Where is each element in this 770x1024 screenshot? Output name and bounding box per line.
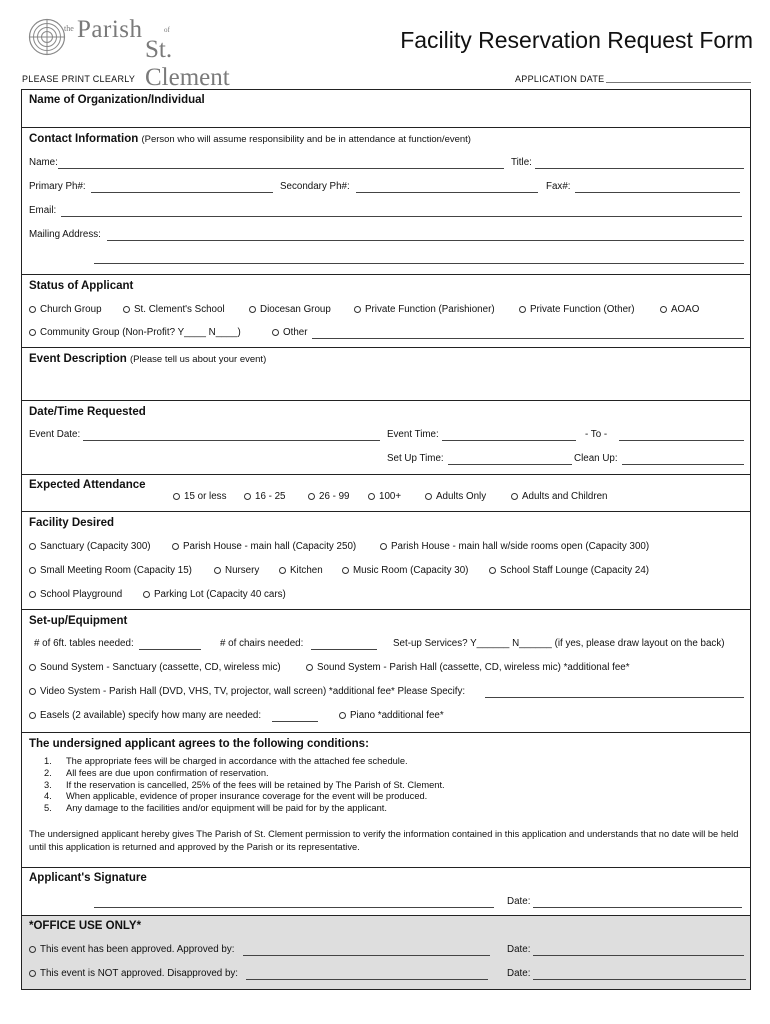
not-approved-date-label: Date: (507, 968, 531, 979)
tables-chairs-row (29, 638, 744, 654)
event-description-note: (Please tell us about your event) (129, 354, 267, 365)
setup-section (22, 609, 750, 732)
chairs-field[interactable] (311, 649, 377, 650)
radio-icon (29, 688, 36, 695)
to-label: - To - (585, 429, 608, 440)
title-label: Title: (511, 157, 532, 168)
signature-field[interactable] (94, 907, 494, 908)
attendance-section (22, 474, 750, 511)
option-approved[interactable]: This event has been approved. Approved by: (29, 944, 234, 955)
option-small-meeting-room[interactable]: Small Meeting Room (Capacity 15) (29, 565, 192, 576)
option-easels[interactable]: Easels (2 available) specify how many are needed: (29, 710, 261, 721)
radio-icon (29, 591, 36, 598)
fax-label: Fax#: (546, 181, 571, 192)
radio-icon (249, 306, 256, 313)
organization-title: Name of Organization/Individual (29, 94, 205, 106)
clean-up-field[interactable] (622, 464, 744, 465)
contact-note: (Person who will assume responsibility and be in attendance at function/event) (141, 134, 471, 145)
radio-icon (143, 591, 150, 598)
datetime-section (22, 400, 750, 474)
radio-icon (244, 493, 251, 500)
event-time-start-field[interactable] (442, 440, 576, 441)
option-adults-and-children[interactable]: Adults and Children (511, 491, 608, 502)
mailing-address-field[interactable] (107, 240, 744, 241)
organization-section (22, 90, 750, 127)
not-approved-row (29, 968, 744, 984)
logo-text-parish: Parish (77, 16, 143, 43)
mailing-row-2 (29, 252, 744, 268)
signature-row (29, 896, 744, 912)
primary-phone-label: Primary Ph#: (29, 181, 86, 192)
condition-item: 1. The appropriate fees will be charged in accordance with the attached fee schedule. (44, 756, 408, 766)
status-section (22, 274, 750, 347)
option-parish-house-side-rooms[interactable]: Parish House - main hall w/side rooms open (Capacity 300) (380, 541, 649, 552)
option-sanctuary[interactable]: Sanctuary (Capacity 300) (29, 541, 151, 552)
condition-item: 4. When applicable, evidence of proper insurance coverage for the event will be produced. (44, 791, 428, 802)
status-title: Status of Applicant (29, 280, 134, 292)
facility-row-2 (29, 565, 744, 581)
radio-icon (660, 306, 667, 313)
approved-date-field[interactable] (533, 955, 744, 956)
title-field[interactable] (535, 168, 744, 169)
print-clearly-note: PLEASE PRINT CLEARLY (22, 74, 136, 84)
radio-icon (29, 329, 36, 336)
option-16-25[interactable]: 16 - 25 (244, 491, 286, 502)
option-adults-only[interactable]: Adults Only (425, 491, 486, 502)
radio-icon (279, 567, 286, 574)
mailing-address-field-2[interactable] (94, 263, 744, 264)
email-field[interactable] (61, 216, 742, 217)
option-nursery[interactable]: Nursery (214, 565, 259, 576)
option-video-system[interactable]: Video System - Parish Hall (DVD, VHS, TV, projector, wall screen) *additional fee* Please Specify: (29, 686, 465, 697)
option-school-playground[interactable]: School Playground (29, 589, 122, 600)
form-title: Facility Reservation Request Form (400, 27, 753, 53)
radio-icon (29, 970, 36, 977)
mailing-row (29, 229, 744, 245)
other-field[interactable] (312, 338, 744, 339)
permission-paragraph: The undersigned applicant hereby gives The Parish of St. Clement permission to verify the information contained in this application and understands that no date will be held until this application is returned and approved by the Parish or its representative. (29, 829, 739, 852)
option-school-staff-lounge[interactable]: School Staff Lounge (Capacity 24) (489, 565, 649, 576)
option-sound-sanctuary[interactable]: Sound System - Sanctuary (cassette, CD, wireless mic) (29, 662, 281, 673)
event-date-row (29, 429, 744, 445)
video-specify-field[interactable] (485, 697, 744, 698)
datetime-title: Date/Time Requested (29, 406, 146, 418)
option-other[interactable]: Other (272, 327, 308, 338)
setup-time-row (29, 453, 744, 469)
setup-title: Set-up/Equipment (29, 615, 128, 627)
approved-row (29, 944, 744, 960)
radio-icon (29, 543, 36, 550)
application-date-field[interactable] (606, 82, 751, 83)
not-approved-date-field[interactable] (533, 979, 746, 980)
option-26-99[interactable]: 26 - 99 (308, 491, 350, 502)
logo-text-clement: St. Clement (145, 36, 230, 91)
radio-icon (173, 493, 180, 500)
radio-icon (354, 306, 361, 313)
setup-time-label: Set Up Time: (387, 453, 444, 464)
radio-icon (489, 567, 496, 574)
radio-icon (29, 306, 36, 313)
chairs-label: # of chairs needed: (220, 638, 304, 649)
fax-field[interactable] (575, 192, 740, 193)
radio-icon (425, 493, 432, 500)
disapproved-by-field[interactable] (246, 979, 488, 980)
status-row-1 (29, 304, 744, 320)
primary-phone-field[interactable] (91, 192, 273, 193)
signature-date-field[interactable] (533, 907, 742, 908)
attendance-title: Expected Attendance (29, 479, 146, 491)
signature-title: Applicant's Signature (29, 872, 147, 884)
radio-icon (29, 712, 36, 719)
clean-up-label: Clean Up: (574, 453, 618, 464)
setup-services-label[interactable]: Set-up Services? Y______ N______ (if yes, please draw layout on the back) (393, 638, 725, 649)
event-time-label: Event Time: (387, 429, 439, 440)
event-description-title: Event Description (Please tell us about your event) (29, 353, 267, 365)
sound-row (29, 662, 744, 678)
condition-item: 5. Any damage to the facilities and/or equipment will be paid for by the applicant. (44, 803, 387, 814)
contact-section (22, 127, 750, 274)
radio-icon (29, 946, 36, 953)
email-row (29, 205, 744, 221)
reservation-form (21, 89, 751, 990)
radio-icon (511, 493, 518, 500)
approved-by-field[interactable] (243, 955, 490, 956)
facility-row-1 (29, 541, 744, 557)
option-private-other[interactable]: Private Function (Other) (519, 304, 635, 315)
option-community-group[interactable]: Community Group (Non-Profit? Y____ N____) (29, 327, 241, 338)
condition-item: 3. If the reservation is cancelled, 25% of the fees will be retained by The Parish of St. Clement. (44, 779, 445, 790)
easels-count-field[interactable] (272, 721, 318, 722)
option-15-or-less[interactable]: 15 or less (173, 491, 226, 502)
secondary-phone-label: Secondary Ph#: (280, 181, 350, 192)
approved-date-label: Date: (507, 944, 531, 955)
facility-title: Facility Desired (29, 517, 115, 529)
facility-section (22, 511, 750, 609)
event-date-field[interactable] (83, 440, 380, 441)
office-use-section (22, 915, 750, 989)
event-description-section[interactable] (22, 347, 750, 400)
setup-time-field[interactable] (448, 464, 572, 465)
option-aoao[interactable]: AOAO (660, 304, 699, 315)
radio-icon (29, 664, 36, 671)
mailing-address-label: Mailing Address: (29, 229, 101, 240)
status-row-2 (29, 327, 744, 343)
radio-icon (380, 543, 387, 550)
conditions-list (44, 756, 445, 815)
name-row (29, 157, 744, 173)
office-use-title: *OFFICE USE ONLY* (29, 920, 142, 932)
option-music-room[interactable]: Music Room (Capacity 30) (342, 565, 468, 576)
radio-icon (172, 543, 179, 550)
conditions-title: The undersigned applicant agrees to the following conditions: (29, 738, 369, 750)
option-100-plus[interactable]: 100+ (368, 491, 401, 502)
option-piano[interactable]: Piano *additional fee* (339, 710, 444, 721)
video-row (29, 686, 744, 702)
application-date-label: APPLICATION DATE (515, 74, 605, 84)
email-label: Email: (29, 205, 57, 216)
radio-icon (368, 493, 375, 500)
radio-icon (306, 664, 313, 671)
signature-section (22, 867, 750, 915)
easels-row (29, 710, 744, 726)
labyrinth-logo-icon (28, 18, 66, 56)
tables-label: # of 6ft. tables needed: (34, 638, 134, 649)
logo-text-the: the (64, 24, 74, 33)
name-label: Name: (29, 157, 58, 168)
conditions-section (22, 732, 750, 867)
radio-icon (214, 567, 221, 574)
radio-icon (123, 306, 130, 313)
event-date-label: Event Date: (29, 429, 81, 440)
option-church-group[interactable]: Church Group (29, 304, 102, 315)
logo-text-of: of (164, 26, 170, 34)
radio-icon (29, 567, 36, 574)
event-time-end-field[interactable] (619, 440, 744, 441)
contact-title (29, 133, 471, 145)
contact-title-text: Contact Information (29, 133, 139, 145)
radio-icon (339, 712, 346, 719)
signature-date-label: Date: (507, 896, 531, 907)
radio-icon (519, 306, 526, 313)
option-parish-house-main-hall[interactable]: Parish House - main hall (Capacity 250) (172, 541, 356, 552)
option-st-clements-school[interactable]: St. Clement's School (123, 304, 225, 315)
tables-field[interactable] (139, 649, 201, 650)
name-field[interactable] (58, 168, 504, 169)
option-private-parishioner[interactable]: Private Function (Parishioner) (354, 304, 495, 315)
option-kitchen[interactable]: Kitchen (279, 565, 323, 576)
facility-row-3 (29, 589, 744, 605)
radio-icon (308, 493, 315, 500)
option-not-approved[interactable]: This event is NOT approved. Disapproved by: (29, 968, 238, 979)
option-parking-lot[interactable]: Parking Lot (Capacity 40 cars) (143, 589, 286, 600)
phone-row (29, 181, 744, 197)
condition-item: 2. All fees are due upon confirmation of reservation. (44, 767, 269, 778)
attendance-options-row (29, 491, 744, 507)
secondary-phone-field[interactable] (356, 192, 538, 193)
option-sound-parish-hall[interactable]: Sound System - Parish Hall (cassette, CD, wireless mic) *additional fee* (306, 662, 630, 673)
radio-icon (342, 567, 349, 574)
radio-icon (272, 329, 279, 336)
option-diocesan-group[interactable]: Diocesan Group (249, 304, 331, 315)
